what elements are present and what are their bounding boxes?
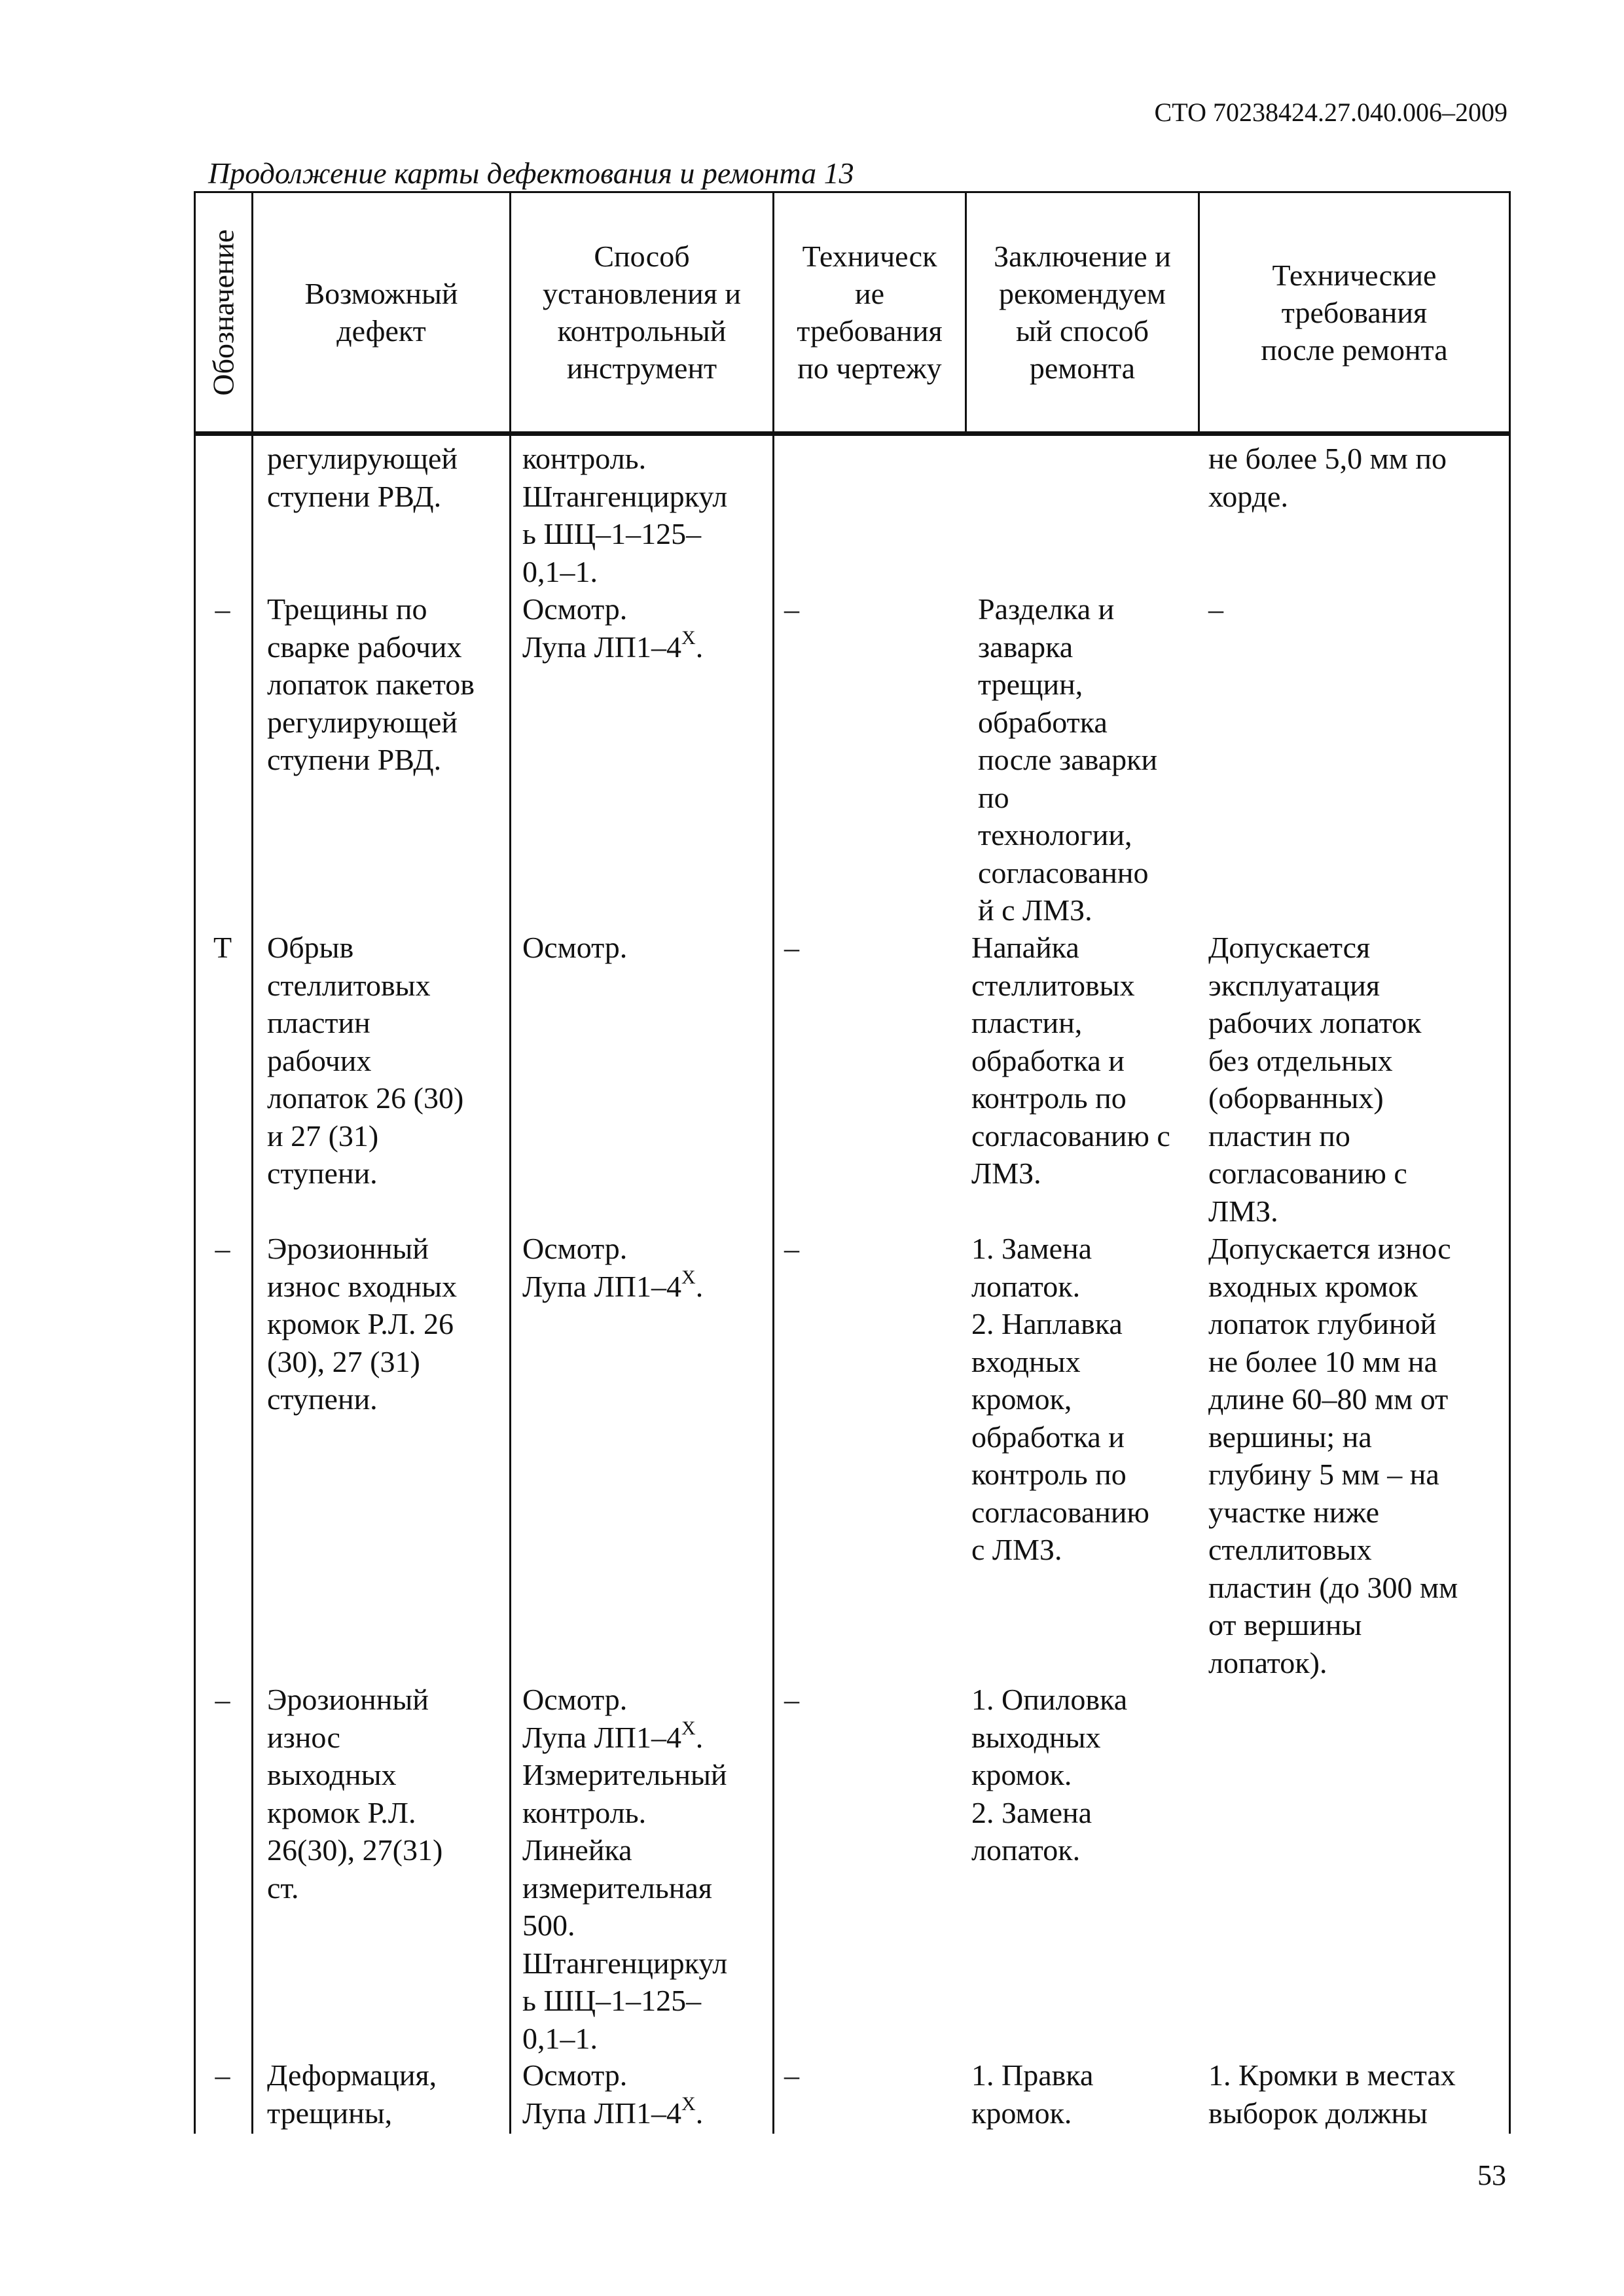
row-requirements-after: Допускается износ входных кромок лопаток глубиной не более 10 мм на длине 60–80 мм от вершины; на глубину 5 мм – на участке ниже стеллитовых пластин (до 300 мм от вершины лопаток). xyxy=(1208,1232,1458,1679)
row-repair: 1. Правка кромок. xyxy=(971,2058,1094,2130)
row-method: Осмотр. Лупа $ЛП1-4^X$. xyxy=(522,592,704,664)
row-defect: Деформация, трещины, xyxy=(267,2058,437,2130)
row-requirements-drawing: – xyxy=(784,1232,799,1265)
row-designation: – xyxy=(215,2058,230,2092)
row-designation: – xyxy=(215,1683,230,1716)
page-number: 53 xyxy=(1477,2159,1506,2191)
row-repair: Напайка стеллитовых пластин, обработка и контроль по согласованию с ЛМЗ. xyxy=(971,931,1170,1190)
row-requirements-after: Допускается эксплуатация рабочих лопаток без отдельных (оборванных) пластин по согласованию с ЛМЗ. xyxy=(1208,931,1422,1228)
row-designation: – xyxy=(215,1232,230,1265)
row-defect: Трещины по сварке рабочих лопаток пакетов регулирующей ступени РВД. xyxy=(267,592,475,776)
row-requirements-drawing: – xyxy=(784,592,799,626)
row-requirements-drawing: – xyxy=(784,2058,799,2092)
row-repair: 1. Опиловка выходных кромок. 2. Замена лопаток. xyxy=(971,1683,1128,1867)
row-designation: – xyxy=(215,592,230,626)
row-method: Осмотр. Лупа $ЛП1-4^X$. Измерительный контроль. Линейка измерительная 500. Штангенциркул ь ШЦ–1–125– 0,1–1. xyxy=(522,1683,728,2055)
row-designation: Т xyxy=(213,931,232,964)
column-divider xyxy=(772,191,774,2134)
row-method: Осмотр. Лупа $ЛП1-4^X$. xyxy=(522,2058,704,2130)
row-defect: Эрозионный износ выходных кромок Р.Л. 26(30), 27(31) ст. xyxy=(267,1683,443,1905)
column-header-defect: Возможный дефект xyxy=(304,277,458,348)
column-header-designation: Обозначение xyxy=(207,228,241,396)
document-code: СТО 70238424.27.040.006–2009 xyxy=(1154,98,1507,127)
row-requirements-drawing: – xyxy=(784,1683,799,1716)
column-header-after-repair: Технические требования после ремонта xyxy=(1261,258,1448,367)
row-defect: Эрозионный износ входных кромок Р.Л. 26 (30), 27 (31) ступени. xyxy=(267,1232,458,1416)
table-caption: Продолжение карты дефектования и ремонта 13 xyxy=(208,156,854,190)
column-divider xyxy=(509,191,511,2134)
row-method: контроль. Штангенциркул ь ШЦ–1–125– 0,1–1. xyxy=(522,442,728,588)
row-requirements-after: – xyxy=(1208,592,1223,626)
column-divider xyxy=(251,191,253,2134)
row-repair: Разделка и заварка трещин, обработка после заварки по технологии, согласованно й с ЛМЗ. xyxy=(978,592,1158,927)
row-method: Осмотр. xyxy=(522,931,628,964)
column-header-drawing-requirements: Техническ ие требования по чертежу xyxy=(797,240,943,385)
row-defect: Обрыв стеллитовых пластин рабочих лопаток 26 (30) и 27 (31) ступени. xyxy=(267,931,464,1190)
row-defect: регулирующей ступени РВД. xyxy=(267,442,458,513)
row-requirements-after: 1. Кромки в местах выборок должны xyxy=(1208,2058,1456,2130)
row-requirements-after: не более 5,0 мм по хорде. xyxy=(1208,442,1447,513)
row-repair: 1. Замена лопаток. 2. Наплавка входных кромок, обработка и контроль по согласованию с ЛМЗ. xyxy=(971,1232,1149,1566)
row-method: Осмотр. Лупа $ЛП1-4^X$. xyxy=(522,1232,704,1303)
row-requirements-drawing: – xyxy=(784,931,799,964)
column-header-repair: Заключение и рекомендуем ый способ ремонта xyxy=(994,240,1171,385)
header-divider xyxy=(194,431,1511,436)
column-header-method: Способ установления и контрольный инструмент xyxy=(542,240,742,385)
